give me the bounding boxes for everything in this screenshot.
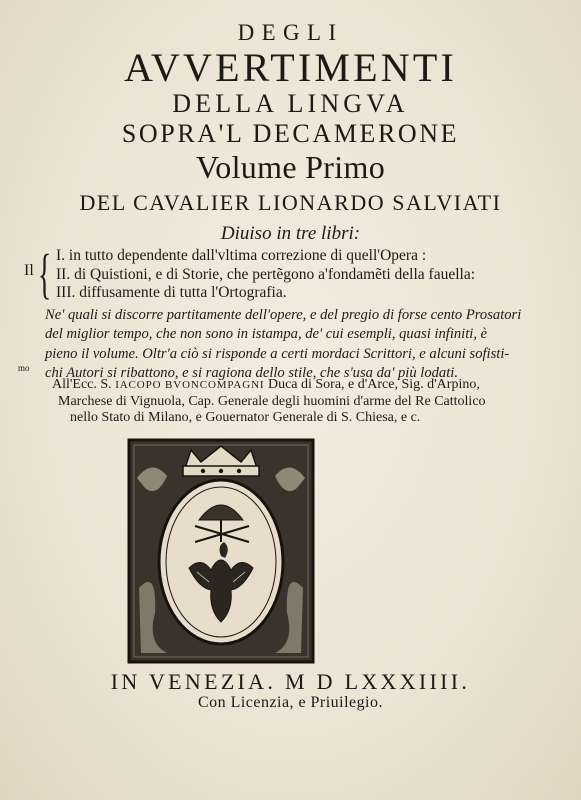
dedication-line-2: Marchese di Vignuola, Cap. Generale degli huomini d'arme del Re Cattolico bbox=[58, 393, 486, 409]
title-line-della-lingua: DELLA LINGVA bbox=[172, 89, 409, 118]
printer-emblem-woodcut bbox=[127, 438, 315, 664]
book-one: I. in tutto dependente dall'vltima correzione di quell'Opera : bbox=[56, 247, 427, 264]
dedication-line-3: nello Stato di Milano, e Gouernator Generale di S. Chiesa, e c. bbox=[70, 410, 421, 425]
book-three: III. diffusamente di tutta l'Ortografia. bbox=[56, 284, 287, 301]
book-two: II. di Quistioni, e di Storie, che pertẽgono a'fondamẽti della fauella: bbox=[56, 266, 476, 283]
superscript-mo: mo bbox=[18, 363, 30, 373]
title-line-degli: DEGLI bbox=[237, 20, 344, 45]
imprint-privilege: Con Licenzia, e Priuilegio. bbox=[198, 694, 383, 711]
volume-label: Volume Primo bbox=[195, 149, 386, 185]
dedication-line-1 bbox=[52, 377, 572, 394]
description-line: pieno il volume. Oltr'a ciò si risponde a certi mordaci Scrittori, e alcuni sofisti- bbox=[45, 345, 510, 362]
dedication bbox=[52, 377, 572, 427]
title-line-decamerone: SOPRA'L DECAMERONE bbox=[121, 119, 460, 148]
description-line: Ne' quali si discorre partitamente dell'opere, e del pregio di forse cento Prosatori bbox=[45, 307, 522, 323]
division-prefix: Il bbox=[24, 262, 34, 279]
imprint-place-date: IN VENEZIA. M D LXXXIIII. bbox=[110, 669, 471, 694]
division-intro: Diuiso in tre libri: bbox=[220, 223, 361, 244]
dedicatee-name: IACOPO BVONCOMPAGNI bbox=[115, 379, 265, 391]
description-line: chi Autori si ribattono, e si ragiona dello stile, che s'usa da' più lodati. bbox=[45, 365, 458, 382]
description-paragraph bbox=[45, 306, 545, 384]
title-line-avvertimenti: AVVERTIMENTI bbox=[123, 45, 457, 90]
description-line: del miglior tempo, che non sono in istampa, de' cui esempli, quasi infiniti, è bbox=[45, 326, 488, 343]
brace-glyph: { bbox=[38, 243, 52, 304]
book-division-list bbox=[24, 244, 564, 304]
author-line: DEL CAVALIER LIONARDO SALVIATI bbox=[79, 190, 502, 215]
dedication-prefix: All'Ecc. S. bbox=[52, 377, 116, 392]
dedication-titles: Duca di Sora, e d'Arce, Sig. d'Arpino, bbox=[264, 377, 480, 392]
